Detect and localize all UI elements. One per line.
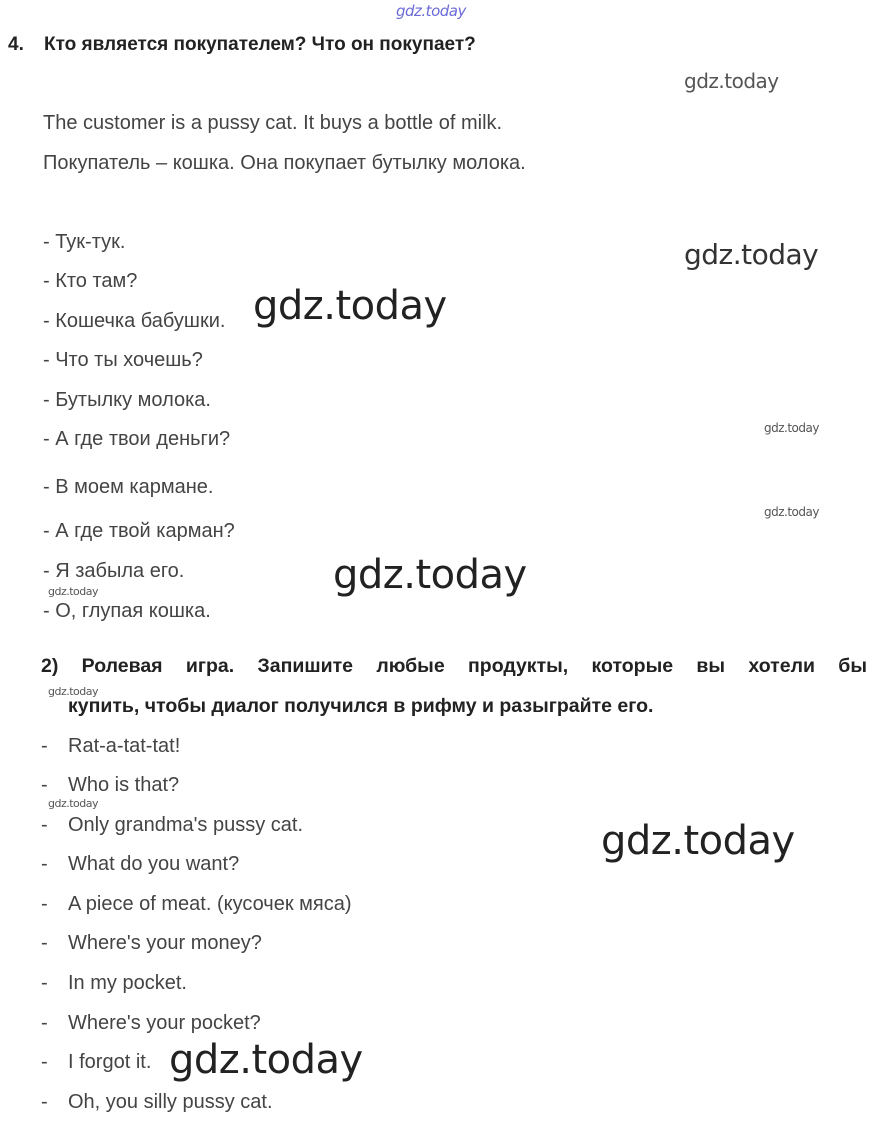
dialogue-en-line: Where's your money?: [68, 932, 262, 954]
watermark: gdz.today: [48, 797, 99, 810]
question-title: Кто является покупателем? Что он покупает?: [44, 34, 476, 55]
dialogue-en-line: Who is that?: [68, 774, 180, 796]
dialogue-ru-line: - Бутылку молока.: [43, 389, 211, 411]
watermark: gdz.today: [169, 1037, 363, 1083]
watermark: gdz.today: [684, 238, 819, 271]
dialogue-en-line: What do you want?: [68, 853, 240, 875]
list-dash: -: [41, 932, 48, 954]
dialogue-ru-line: - В моем кармане.: [43, 476, 214, 498]
list-dash: -: [41, 1051, 48, 1073]
list-dash: -: [41, 735, 48, 757]
section2-title-continued: купить, чтобы диалог получился в рифму и разыграйте его.: [68, 695, 654, 717]
dialogue-en-line: Where's your pocket?: [68, 1012, 261, 1034]
watermark: gdz.today: [601, 818, 795, 864]
list-dash: -: [41, 814, 48, 836]
dialogue-ru-line: - Что ты хочешь?: [43, 349, 203, 371]
list-dash: -: [41, 1091, 48, 1113]
dialogue-ru-line: - А где твой карман?: [43, 520, 235, 542]
watermark: gdz.today: [684, 69, 779, 93]
list-dash: -: [41, 972, 48, 994]
watermark-top: gdz.today: [396, 2, 466, 20]
watermark: gdz.today: [48, 585, 99, 598]
dialogue-en-line: Oh, you silly pussy cat.: [68, 1091, 273, 1113]
list-dash: -: [41, 1012, 48, 1034]
dialogue-ru-line: - Кошечка бабушки.: [43, 310, 226, 332]
dialogue-ru-line: - А где твои деньги?: [43, 428, 231, 450]
watermark: gdz.today: [764, 421, 819, 435]
dialogue-ru-line: - О, глупая кошка.: [43, 600, 211, 622]
list-dash: -: [41, 853, 48, 875]
dialogue-en-line: Rat-a-tat-tat!: [68, 735, 181, 757]
dialogue-ru-line: - Я забыла его.: [43, 560, 185, 582]
list-dash: -: [41, 774, 48, 796]
watermark: gdz.today: [48, 685, 99, 698]
question-number: 4.: [8, 34, 24, 55]
dialogue-en-line: In my pocket.: [68, 972, 187, 994]
watermark: gdz.today: [253, 283, 447, 329]
dialogue-en-line: Only grandma's pussy cat.: [68, 814, 304, 836]
answer-english: The customer is a pussy cat. It buys a bottle of milk.: [43, 112, 503, 134]
dialogue-ru-line: - Тук-тук.: [43, 231, 126, 253]
dialogue-en-line: A piece of meat. (кусочек мяса): [68, 893, 352, 915]
list-dash: -: [41, 893, 48, 915]
section2-title: 2) Ролевая игра. Запишите любые продукты, которые вы хотели бы: [41, 655, 867, 677]
answer-russian: Покупатель – кошка. Она покупает бутылку молока.: [43, 152, 526, 174]
dialogue-en-line: I forgot it.: [68, 1051, 152, 1073]
watermark: gdz.today: [333, 552, 527, 598]
watermark: gdz.today: [764, 505, 819, 519]
dialogue-ru-line: - Кто там?: [43, 270, 138, 292]
